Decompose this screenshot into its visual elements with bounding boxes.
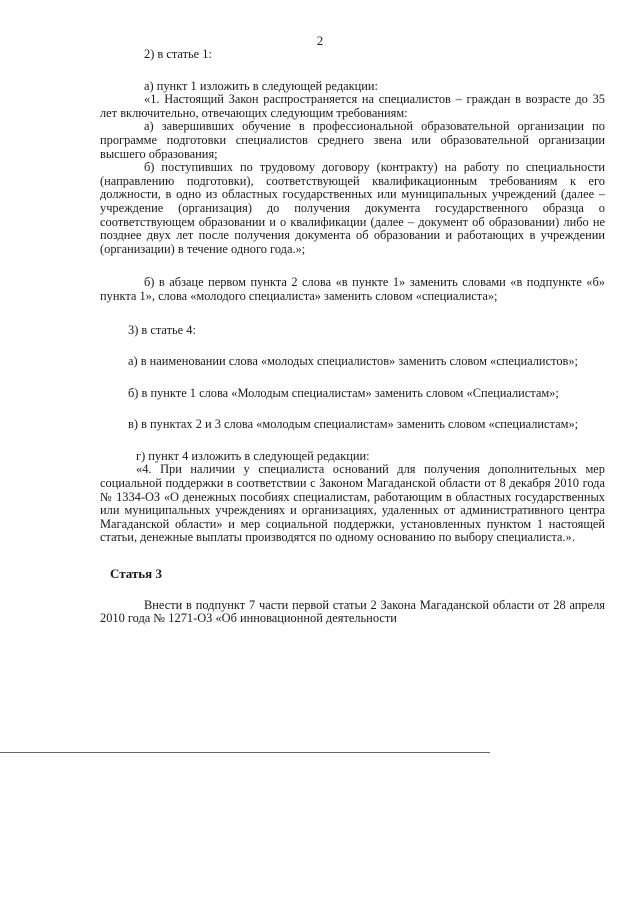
page-number: 2: [316, 33, 324, 48]
paragraph: а) в наименовании слова «молодых специалистов» заменить словом «специалистов»;: [128, 354, 579, 369]
paragraph: 2) в статье 1:: [144, 47, 212, 61]
paragraph: г) пункт 4 изложить в следующей редакции:: [136, 448, 370, 463]
paragraph: «1. Настоящий Закон распространяется на специалистов – граждан в возрасте до 35 лет включительно, отвечающих следующим требованиям:: [100, 92, 605, 120]
paragraph: Внести в подпункт 7 части первой статьи 2 Закона Магаданской области от 28 апреля 2010 года № 1271-ОЗ «Об инновационной деятельности: [100, 597, 605, 626]
paragraph: а) завершивших обучение в профессиональной образовательной организации по программе подготовки специалистов среднего звена или образовательной организации высшего образования;: [100, 119, 605, 161]
paragraph: б) поступивших по трудовому договору (контракту) на работу по специальности (направлению подготовки), соответствующей квалификационным требованиям к его должности, в одно из областных государственных или муниципальных учреждений (далее – учреждение (организация) до получения документа государственного образца о соответствующем образовании и о квалификации (далее – документ об образовании) либо не позднее двух лет после получения документа об образовании и работающих в учреждении (организации) в течение одного года.»;: [100, 160, 605, 256]
paragraph: в) в пунктах 2 и 3 слова «молодым специалистам» заменить словом «специалистам»;: [128, 417, 579, 432]
article-heading: Статья 3: [110, 566, 162, 582]
document-body: [100, 48, 605, 626]
paragraph: 3) в статье 4:: [128, 322, 196, 337]
paragraph: а) пункт 1 изложить в следующей редакции:: [144, 78, 378, 93]
paragraph: «4. При наличии у специалиста оснований для получения дополнительных мер социальной поддержки в соответствии с Законом Магаданской области от 8 декабря 2010 года № 1334-ОЗ «О денежных пособиях специалистам, работающим в областных государственных или муниципальных учреждениях и организациях, удаленных от административного центра Магаданской области» и мер социальной поддержки, установленных пунктом 1 настоящей статьи, денежные выплаты производятся по одному основанию по выбору специалиста.».: [100, 462, 605, 545]
paragraph: б) в пункте 1 слова «Молодым специалистам» заменить словом «Специалистам»;: [128, 385, 559, 400]
paragraph: б) в абзаце первом пункта 2 слова «в пункте 1» заменить словами «в подпункте «б» пункта 1», слова «молодого специалиста» заменить словом «специалиста»;: [100, 275, 605, 303]
footer-rule: [0, 752, 490, 753]
